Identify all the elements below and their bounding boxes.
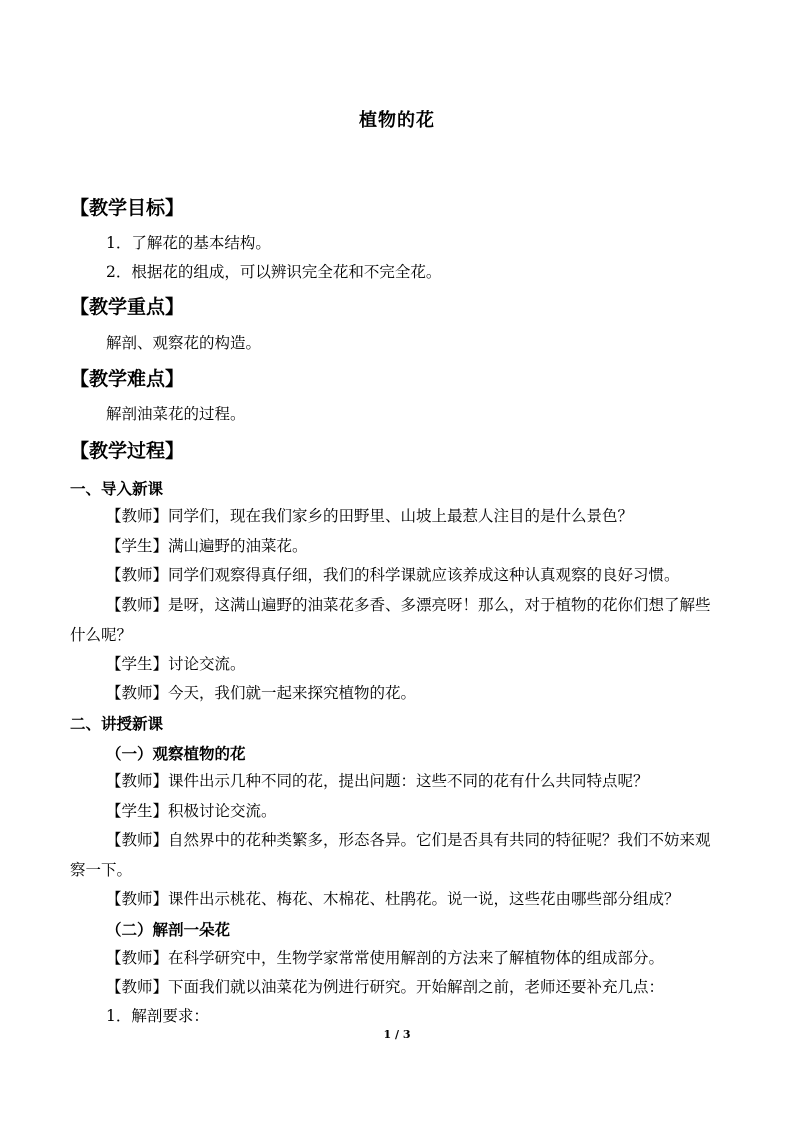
dialogue-line: 【教师】课件出示几种不同的花，提出问题：这些不同的花有什么共同特点呢？: [106, 772, 649, 790]
section-title-new-lesson: 二、讲授新课: [70, 714, 164, 733]
subsection-title-dissect: （二）解剖一朵花: [106, 920, 231, 939]
dialogue-line: 【教师】今天，我们就一起来探究植物的花。: [106, 684, 417, 702]
dialogue-line: 【教师】同学们，现在我们家乡的田野里、山坡上最惹人注目的是什么景色？: [106, 507, 634, 525]
goal-item-2: 2．根据花的组成，可以辨识完全花和不完全花。: [106, 263, 442, 281]
dialogue-line: 【教师】同学们观察得真仔细，我们的科学课就应该养成这种认真观察的良好习惯。: [106, 566, 680, 584]
page-number: 1 / 3: [383, 1028, 411, 1041]
difficulty-text: 解剖油菜花的过程。: [106, 405, 246, 423]
goal-item-1: 1．了解花的基本结构。: [106, 234, 271, 252]
dialogue-line: 【学生】讨论交流。: [106, 655, 246, 673]
heading-teaching-difficulty: 【教学难点】: [70, 368, 185, 390]
dialogue-line: 【学生】积极讨论交流。: [106, 802, 277, 820]
page-title: 植物的花: [359, 110, 435, 131]
heading-teaching-goals: 【教学目标】: [70, 197, 185, 219]
subsection-title-observe: （一）观察植物的花: [106, 744, 246, 763]
dialogue-line: 【学生】满山遍野的油菜花。: [106, 537, 308, 555]
dialogue-line: 【教师】课件出示桃花、梅花、木棉花、杜鹃花。说一说，这些花由哪些部分组成？: [106, 890, 680, 908]
dialogue-line: 【教师】下面我们就以油菜花为例进行研究。开始解剖之前，老师还要补充几点：: [106, 978, 665, 996]
heading-teaching-focus: 【教学重点】: [70, 296, 185, 318]
dialogue-paragraph: 【教师】自然界中的花种类繁多，形态各异。它们是否具有共同的特征呢？我们不妨来观察一下。: [70, 831, 711, 879]
heading-teaching-process: 【教学过程】: [70, 440, 185, 462]
dialogue-line: 【教师】在科学研究中，生物学家常常使用解剖的方法来了解植物体的组成部分。: [106, 949, 665, 967]
list-item: 1．解剖要求：: [106, 1007, 209, 1025]
dialogue-paragraph: 【教师】是呀，这满山遍野的油菜花多香、多漂亮呀！那么，对于植物的花你们想了解些什么呢？: [70, 596, 711, 644]
section-title-intro: 一、导入新课: [70, 479, 164, 498]
focus-text: 解剖、观察花的构造。: [106, 334, 262, 352]
